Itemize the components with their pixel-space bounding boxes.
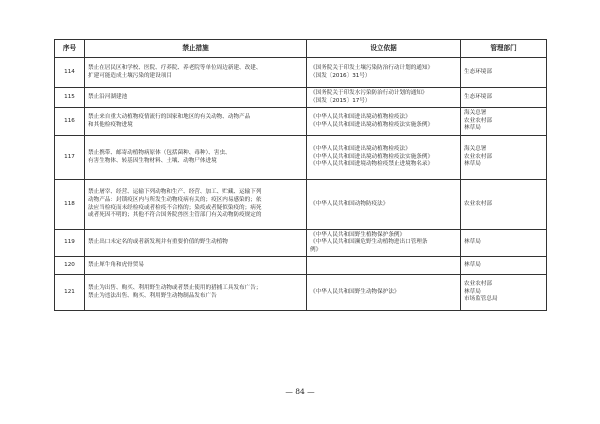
measure-line: 动物产品：封锁疫区内与所发生动物疫病有关的；疫区内易感染的；依 (88, 196, 262, 203)
measure-cell (85, 136, 307, 180)
measure-line: 和其他检疫物进境 (88, 121, 133, 128)
basis-line: （国发〔2016〕31号） (310, 72, 371, 79)
measure-cell (85, 88, 307, 108)
table-row (55, 136, 547, 180)
row-number: 121 (55, 275, 85, 311)
measure-line: 有害生物体、转基因生物材料、土壤、动物尸体进境 (88, 157, 217, 164)
row-number: 118 (55, 180, 85, 230)
row-number: 116 (55, 108, 85, 136)
row-number: 114 (55, 58, 85, 88)
basis-line: 《中华人民共和国野生植物保护条例》 (310, 231, 406, 238)
dept-cell (461, 180, 547, 230)
table-row (55, 180, 547, 230)
dept-line: 海关总署 (464, 146, 487, 153)
basis-cell (307, 58, 461, 88)
dept-line: 农业农村部 (464, 117, 492, 124)
measure-line: 禁止出口未定名的或者新发现并有重要价值的野生动植物 (88, 239, 228, 246)
basis-cell (307, 257, 461, 275)
row-number: 119 (55, 230, 85, 257)
dept-line: 林草局 (464, 125, 481, 132)
measure-cell (85, 257, 307, 275)
dept-line: 林草局 (464, 261, 481, 268)
basis-line: 《中华人民共和国进出境动植物检疫法实施条例》 (310, 121, 434, 128)
header-no: 序号 (55, 40, 85, 58)
dept-line: 生态环境部 (464, 93, 492, 100)
basis-line: 《中华人民共和国进出境动植物检疫法》 (310, 146, 411, 153)
dept-line: 海关总署 (464, 110, 487, 117)
dept-line: 林草局 (464, 239, 481, 246)
table-row (55, 257, 547, 275)
basis-line: 《中华人民共和国动物防疫法》 (310, 200, 389, 207)
measure-line: 禁止携带、邮寄动植物病原体（包括菌种、毒种）、害虫、 (88, 149, 231, 156)
basis-cell (307, 108, 461, 136)
dept-cell (461, 230, 547, 257)
basis-line: 《国务院关于印发水污染防治行动计划的通知》 (310, 89, 428, 96)
dept-cell (461, 88, 547, 108)
dept-cell (461, 136, 547, 180)
dept-cell (461, 257, 547, 275)
table-header-row (55, 40, 547, 58)
measure-line: 或者死因不明的；其他不符合国务院兽医主管部门有关动物防疫规定的 (88, 212, 262, 219)
table-row (55, 275, 547, 311)
measure-cell (85, 108, 307, 136)
header-measure: 禁止措施 (85, 40, 307, 58)
dept-line: 生态环境部 (464, 68, 492, 75)
measure-cell (85, 230, 307, 257)
measure-line: 禁止在居民区和学校、医院、疗养院、养老院等单位周边新建、改建、 (88, 64, 262, 71)
measure-line: 禁止沿河湖建池 (88, 93, 128, 100)
dept-line: 林草局 (464, 161, 481, 168)
dept-line: 市场监管总局 (464, 296, 498, 303)
dept-cell (461, 275, 547, 311)
measure-line: 禁止为出售、购买、利用野生动物或者禁止使用的猎捕工具发布广告； (88, 284, 262, 291)
measure-line: 禁止来自重大动植物疫情流行的国家和地区的有关动物、动物产品 (88, 113, 251, 120)
basis-cell (307, 136, 461, 180)
dept-cell (461, 58, 547, 88)
basis-line: 《中华人民共和国进境动物检疫禁止进境物名录》 (310, 161, 434, 168)
basis-cell (307, 275, 461, 311)
row-number: 117 (55, 136, 85, 180)
dept-line: 农业农村部 (464, 153, 492, 160)
basis-cell (307, 88, 461, 108)
row-number: 120 (55, 257, 85, 275)
dept-line: 农业农村部 (464, 281, 492, 288)
basis-line: 《中华人民共和国进出境动植物检疫法实施条例》 (310, 153, 434, 160)
dept-line: 林草局 (464, 288, 481, 295)
measure-line: 禁止为违法出售、购买、利用野生动物制品发布广告 (88, 292, 217, 299)
basis-cell (307, 230, 461, 257)
table-row (55, 108, 547, 136)
table-row (55, 230, 547, 257)
row-number: 115 (55, 88, 85, 108)
table-row (55, 88, 547, 108)
dept-line: 农业农村部 (464, 200, 492, 207)
measure-line: 禁止犀牛角和虎骨贸易 (88, 261, 144, 268)
dept-cell (461, 108, 547, 136)
measure-cell (85, 180, 307, 230)
measure-cell (85, 275, 307, 311)
basis-line: （国发〔2015〕17号） (310, 97, 371, 104)
measure-line: 法应当检疫而未经检疫或者检疫不合格的；染疫或者疑似染疫的；病死 (88, 204, 262, 211)
header-dept: 管理部门 (461, 40, 547, 58)
measure-line: 扩建可能造成土壤污染的建设项目 (88, 72, 172, 79)
basis-line: 《中华人民共和国进出境动植物检疫法》 (310, 113, 411, 120)
header-basis: 设立依据 (307, 40, 461, 58)
measure-cell (85, 58, 307, 88)
basis-cell (307, 180, 461, 230)
measure-line: 禁止屠宰、经营、运输下列动物和生产、经营、加工、贮藏、运输下列 (88, 189, 262, 196)
basis-line: 《中华人民共和国濒危野生动植物进出口管理条 (310, 239, 428, 246)
page-number: — 84 — (285, 387, 315, 396)
basis-line: 《中华人民共和国野生动物保护法》 (310, 288, 400, 295)
prohibition-measures-table (54, 39, 547, 311)
basis-line: 例》 (310, 246, 322, 253)
basis-line: 《国务院关于印发土壤污染防治行动计划的通知》 (310, 64, 434, 71)
table-row (55, 58, 547, 88)
